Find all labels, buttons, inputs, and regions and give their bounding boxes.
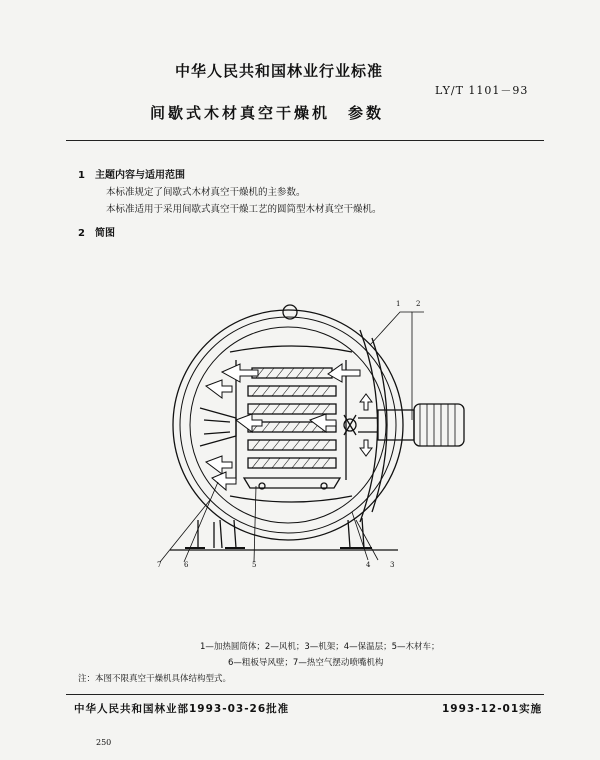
implementation-date: 1993-12-01实施 <box>442 703 543 715</box>
standard-code: LY/T 1101－93 <box>435 84 529 97</box>
figure-legend-line-1: 1—加热圆筒体；2—风机；3—机架；4—保温层；5—木材车； <box>200 642 440 652</box>
page-number: 250 <box>96 738 112 747</box>
section-1-paragraph-2: 本标准适用于采用间歇式真空干燥工艺的圆筒型木材真空干燥机。 <box>106 204 382 215</box>
callout-label: 4 <box>366 561 371 569</box>
figure-legend-line-2: 6—粗板导风壁；7—热空气摆动喷嘴机构 <box>228 658 384 668</box>
document-title: 间歇式木材真空干燥机 参数 <box>150 104 385 122</box>
callout-label: 7 <box>157 561 162 569</box>
section-1-paragraph-1: 本标准规定了间歇式木材真空干燥机的主参数。 <box>106 187 306 198</box>
footer-divider <box>66 694 544 695</box>
callout-label: 6 <box>184 561 189 569</box>
callout-label: 1 <box>396 300 401 308</box>
section-2-heading: 2 简图 <box>78 228 115 239</box>
figure-note: 注：本图不限真空干燥机具体结构型式。 <box>78 674 232 684</box>
callout-label: 5 <box>252 561 257 569</box>
issuing-organization: 中华人民共和国林业行业标准 <box>175 62 384 80</box>
callout-label: 2 <box>416 300 421 308</box>
callout-label: 3 <box>390 561 395 569</box>
section-1-heading: 1 主题内容与适用范围 <box>78 170 185 181</box>
approval-statement: 中华人民共和国林业部1993-03-26批准 <box>74 703 290 715</box>
